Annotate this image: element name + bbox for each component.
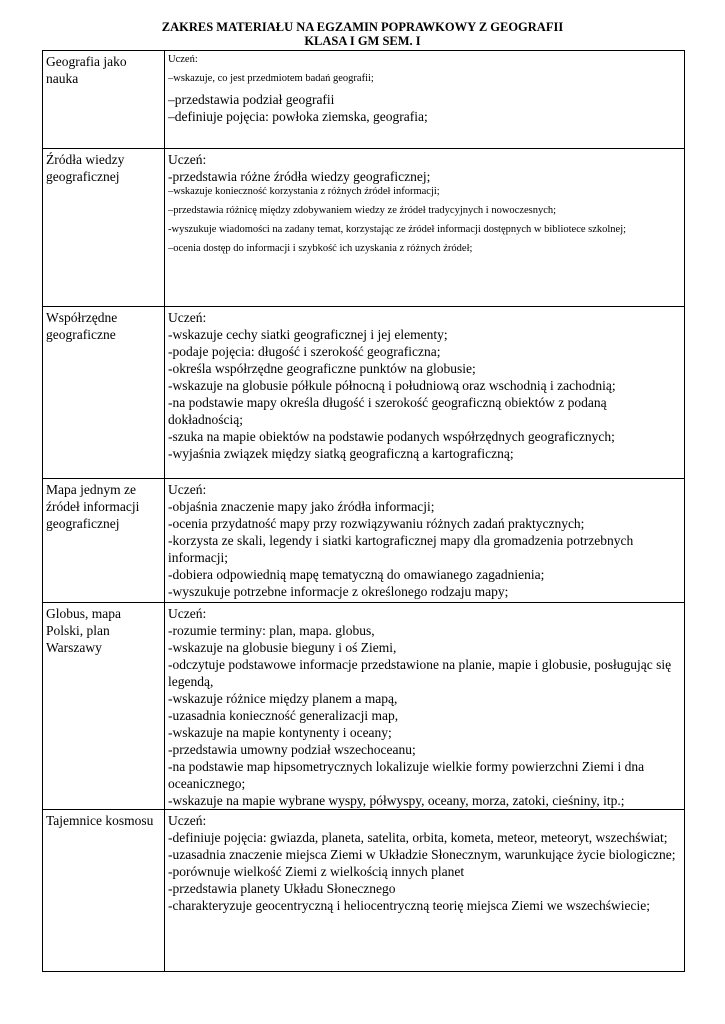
topic-cell: Geografia jako nauka xyxy=(43,51,165,149)
list-item: -wskazuje cechy siatki geograficznej i jej elementy; xyxy=(168,327,448,342)
list-item: –przedstawia podział geografii xyxy=(168,92,335,107)
list-item: –przedstawia różnicę między zdobywaniem wiedzy ze źródeł tradycyjnych i nowoczesnych; xyxy=(168,205,557,216)
list-item: -wskazuje na globusie półkule północną i południową oraz wschodnią i zachodnią; xyxy=(168,378,616,393)
topic-cell: Mapa jednym ze źródeł informacji geograficznej xyxy=(43,479,165,603)
content-cell xyxy=(165,307,685,479)
list-item: -wskazuje na mapie wybrane wyspy, półwyspy, oceany, morza, zatoki, cieśniny, itp.; xyxy=(168,793,625,808)
list-item: -uzasadnia znaczenie miejsca Ziemi w Układzie Słonecznym, warunkujące życie biologiczne; xyxy=(168,847,676,862)
table-row xyxy=(43,810,685,972)
list-item: -definiuje pojęcia: gwiazda, planeta, satelita, orbita, kometa, meteor, meteoryt, wszechświat; xyxy=(168,830,668,845)
list-item: -uzasadnia konieczność generalizacji map, xyxy=(168,708,399,723)
content-cell xyxy=(165,479,685,603)
table-row xyxy=(43,51,685,149)
list-item: -charakteryzuje geocentryczną i heliocentryczną teorię miejsca Ziemi we wszechświecie; xyxy=(168,898,650,913)
topic-cell: Globus, mapa Polski, plan Warszawy xyxy=(43,603,165,810)
content-cell xyxy=(165,810,685,972)
list-item: -dobiera odpowiednią mapę tematyczną do omawianego zagadnienia; xyxy=(168,567,545,582)
list-item: -przedstawia różne źródła wiedzy geograficznej; xyxy=(168,169,431,184)
content-cell xyxy=(165,603,685,810)
list-item: -przedstawia planety Układu Słonecznego xyxy=(168,881,396,896)
topic-cell: Źródła wiedzy geograficznej xyxy=(43,149,165,307)
content-cell xyxy=(165,51,685,149)
list-item: -korzysta ze skali, legendy i siatki kartograficznej mapy dla gromadzenia potrzebnych informacji; xyxy=(168,533,634,565)
list-item: -podaje pojęcia: długość i szerokość geograficzna; xyxy=(168,344,441,359)
table-row xyxy=(43,479,685,603)
table-row xyxy=(43,149,685,307)
intro-text: Uczeń: xyxy=(168,606,207,621)
document-title xyxy=(0,20,725,48)
title-line-2: KLASA I GM SEM. I xyxy=(304,34,421,48)
list-item: -określa współrzędne geograficzne punktów na globusie; xyxy=(168,361,476,376)
intro-text: Uczeń: xyxy=(168,813,207,828)
list-item: -na podstawie map hipsometrycznych lokalizuje wielkie formy powierzchni Ziemi i dna oceanicznego; xyxy=(168,759,645,791)
topic-cell: Tajemnice kosmosu xyxy=(43,810,165,972)
list-item: –wskazuje konieczność korzystania z różnych źródeł informacji; xyxy=(168,186,440,197)
list-item: -wskazuje różnice między planem a mapą, xyxy=(168,691,398,706)
list-item: –wskazuje, co jest przedmiotem badań geografii; xyxy=(168,73,374,84)
intro-text: Uczeń: xyxy=(168,152,207,167)
list-item: -szuka na mapie obiektów na podstawie podanych współrzędnych geograficznych; xyxy=(168,429,615,444)
topic-cell: Współrzędne geograficzne xyxy=(43,307,165,479)
list-item: -wskazuje na mapie kontynenty i oceany; xyxy=(168,725,392,740)
list-item: -odczytuje podstawowe informacje przedstawione na planie, mapie i globusie, posługując się legendą, xyxy=(168,657,672,689)
intro-text: Uczeń: xyxy=(168,310,207,325)
list-item: -objaśnia znaczenie mapy jako źródła informacji; xyxy=(168,499,435,514)
list-item: –ocenia dostęp do informacji i szybkość ich uzyskania z różnych źródeł; xyxy=(168,243,473,254)
list-item: -wyszukuje potrzebne informacje z określonego rodzaju mapy; xyxy=(168,584,509,599)
list-item: -rozumie terminy: plan, mapa. globus, xyxy=(168,623,375,638)
list-item: -wyjaśnia związek między siatką geograficzną a kartograficzną; xyxy=(168,446,514,461)
list-item: -porównuje wielkość Ziemi z wielkością innych planet xyxy=(168,864,465,879)
intro-text: Uczeń: xyxy=(168,54,198,65)
table-row xyxy=(43,307,685,479)
list-item: -wskazuje na globusie bieguny i oś Ziemi, xyxy=(168,640,397,655)
list-item: –definiuje pojęcia: powłoka ziemska, geografia; xyxy=(168,109,428,124)
content-cell xyxy=(165,149,685,307)
list-item: -ocenia przydatność mapy przy rozwiązywaniu różnych zadań praktycznych; xyxy=(168,516,585,531)
curriculum-table xyxy=(42,50,685,972)
list-item: -przedstawia umowny podział wszechoceanu; xyxy=(168,742,416,757)
title-line-1: ZAKRES MATERIAŁU NA EGZAMIN POPRAWKOWY Z GEOGRAFII xyxy=(161,20,564,34)
table-row xyxy=(43,603,685,810)
list-item: -na podstawie mapy określa długość i szerokość geograficzną obiektów z podaną dokładnością; xyxy=(168,395,607,427)
list-item: -wyszukuje wiadomości na zadany temat, korzystając ze źródeł informacji dostępnych w bibliotece szkolnej; xyxy=(168,224,627,235)
intro-text: Uczeń: xyxy=(168,482,207,497)
